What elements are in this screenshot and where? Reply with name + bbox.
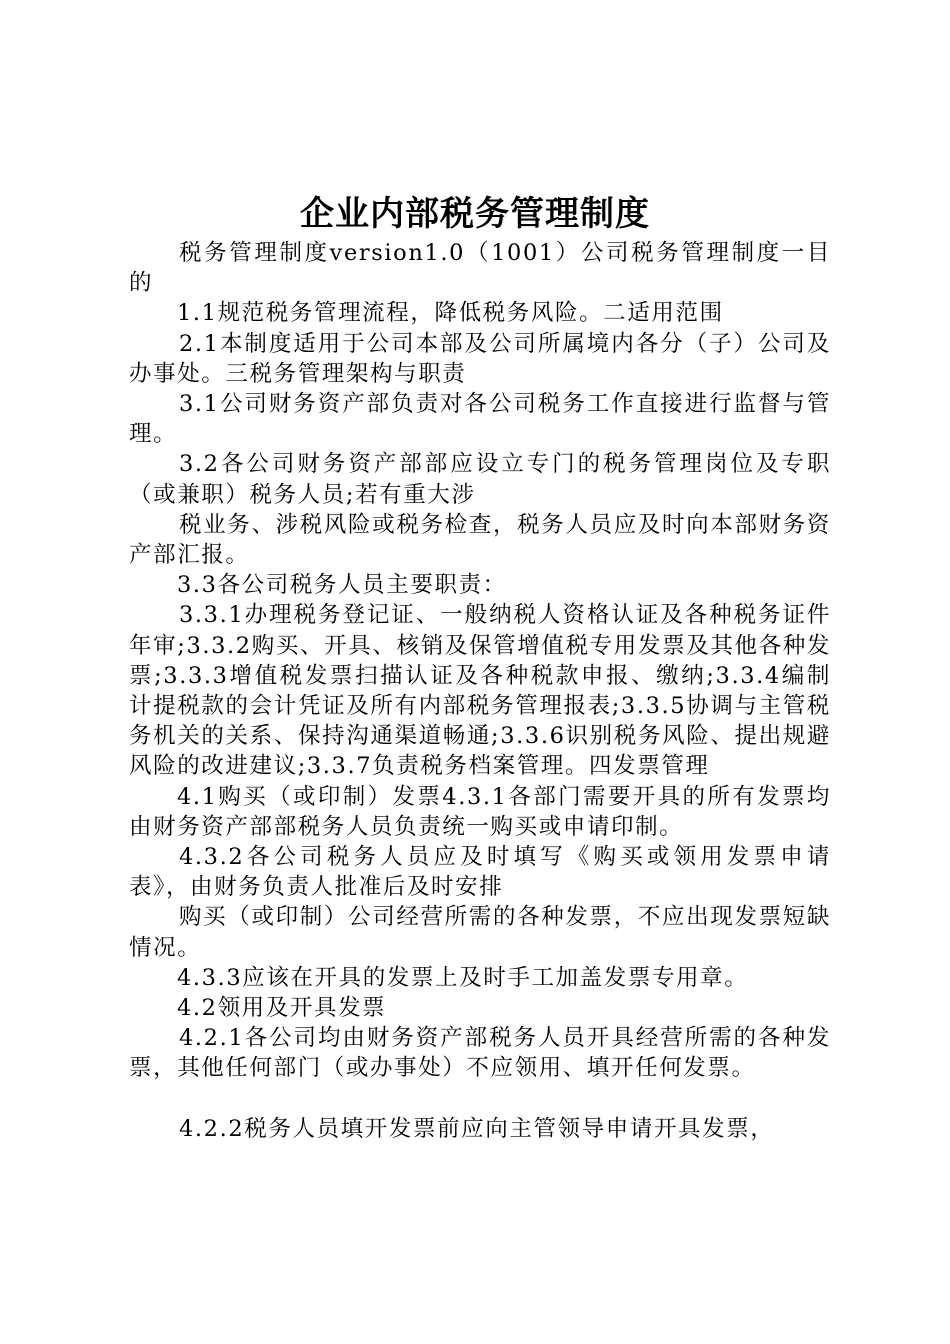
paragraph: 4.2.2税务人员填开发票前应向主管领导申请开具发票，: [179, 1115, 775, 1142]
paragraph: 3.3各公司税务人员主要职责：: [177, 572, 507, 599]
document-body: [129, 238, 831, 1144]
paragraph: 税业务、涉税风险或税务检查，税务人员应及时向本部财务资产部汇报。: [129, 511, 831, 569]
paragraph: 4.1购买（或印制）发票4.3.1各部门需要开具的所有发票均由财务资产部部税务人员负责统一购买或申请印制。: [129, 783, 831, 840]
paragraph: 3.3.1办理税务登记证、一般纳税人资格认证及各种税务证件年审;3.3.2购买、开具、核销及保管增值税专用发票及其他各种发票;3.3.3增值税发票扫描认证及各种税款申报、缴纳;3.3.4编制计提税款的会计凭证及所有内部税务管理报表;3.3.5协调与主管税务机关的关系、保持沟通渠道畅通;3.3.6识别税务风险、提出规避风险的改进建议;3.3.7负责税务档案管理。四发票管理: [129, 602, 831, 780]
paragraph: 3.2各公司财务资产部部应设立专门的税务管理岗位及专职（或兼职）税务人员;若有重大涉: [129, 451, 831, 508]
paragraph: 税务管理制度version1.0（1001）公司税务管理制度一目的: [129, 240, 831, 297]
paragraph: 购买（或印制）公司经营所需的各种发票，不应出现发票短缺情况。: [129, 904, 831, 961]
paragraph: 4.3.2各公司税务人员应及时填写《购买或领用发票申请表》，由财务负责人批准后及时安排: [129, 844, 831, 901]
paragraph: 1.1规范税务管理流程，降低税务风险。二适用范围: [177, 300, 724, 327]
paragraph: 4.2.1各公司均由财务资产部税务人员开具经营所需的各种发票，其他任何部门（或办事处）不应领用、填开任何发票。: [129, 1025, 831, 1082]
paragraph: 4.3.3应该在开具的发票上及时手工加盖发票专用章。: [177, 964, 749, 991]
document-title: 企业内部税务管理制度: [300, 194, 650, 234]
paragraph: 3.1公司财务资产部负责对各公司税务工作直接进行监督与管理。: [129, 391, 831, 448]
paragraph: 4.2领用及开具发票: [177, 995, 387, 1022]
paragraph: 2.1本制度适用于公司本部及公司所属境内各分（子）公司及办事处。三税务管理架构与职责: [129, 330, 831, 387]
